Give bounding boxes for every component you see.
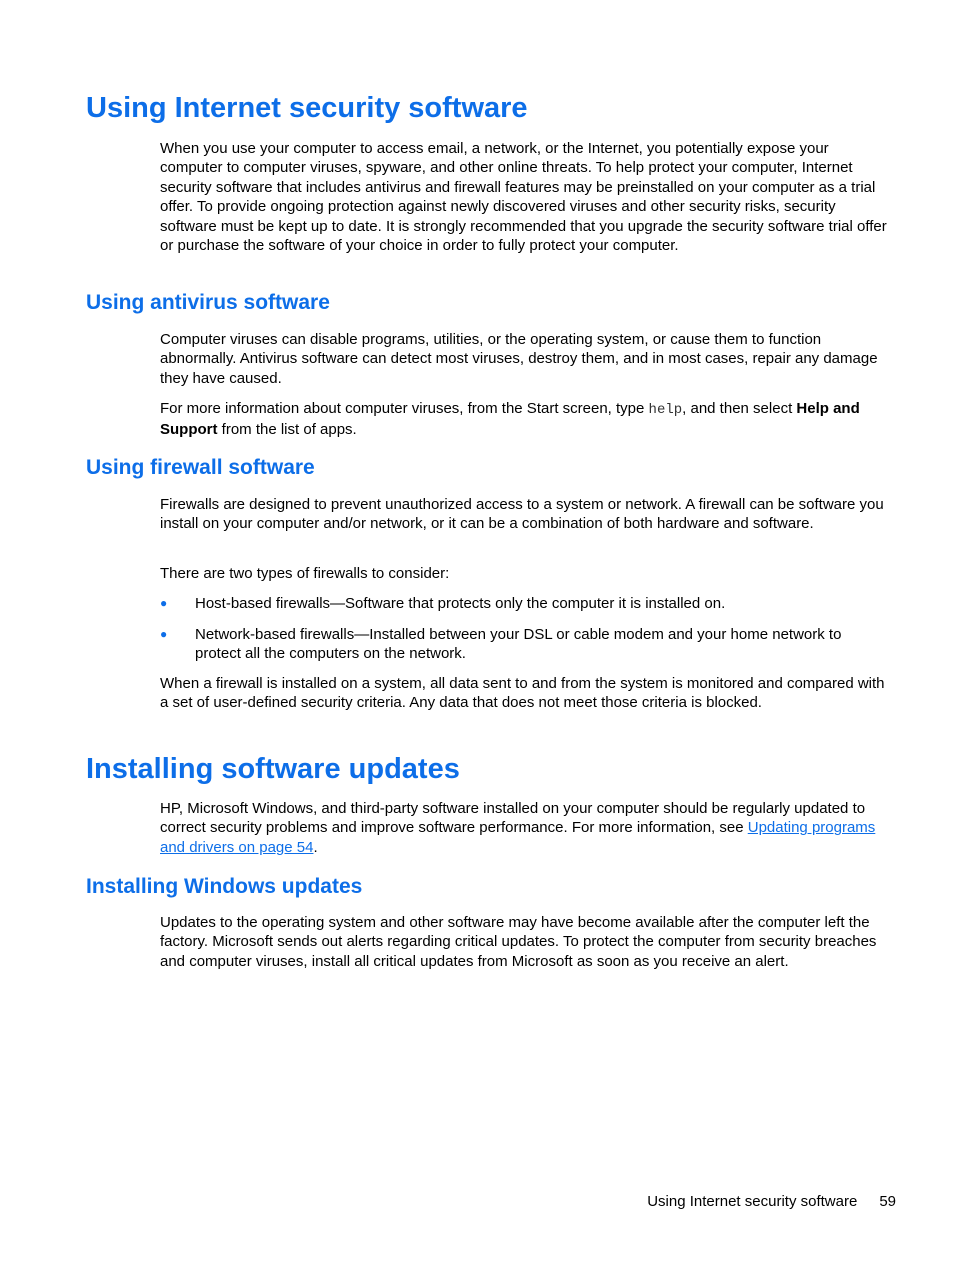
firewall-paragraph-3: When a firewall is installed on a system, all data sent to and from the system is monitored and compared with a set of user-defined security criteria. Any data that does not meet those criteria is blocked. [160,675,885,712]
antivirus-paragraph-2: For more information about computer viruses, from the Start screen, type help, and then select Help and Support from the list of apps. [160,400,860,439]
antivirus-paragraph-1: Computer viruses can disable programs, utilities, or the operating system, or cause them to function abnormally. Antivirus software can detect most viruses, destroy them, and in most cases, repair any damage they have caused. [160,331,878,387]
page-footer [647,1192,896,1211]
help-and-support-label: Help and Support [160,400,860,439]
updating-programs-link[interactable]: Updating programs and drivers on page 54 [160,819,876,856]
updates-heading: Installing software updates [86,753,460,785]
firewall-paragraph-2: There are two types of firewalls to consider: [160,565,450,582]
bullet-icon: ● [160,627,168,641]
list-item-text: Network-based firewalls—Installed between your DSL or cable modem and your home network to protect all the computers on the network. [195,626,842,663]
firewall-paragraph-1: Firewalls are designed to prevent unauthorized access to a system or network. A firewall can be software you install on your computer and/or network, or it can be a combination of both hardware and software. [160,496,884,533]
footer-section-title: Using Internet security software [647,1193,858,1210]
list-item-text: Host-based firewalls—Software that protects only the computer it is installed on. [195,595,726,612]
list-item [160,625,890,664]
intro-paragraph: When you use your computer to access email, a network, or the Internet, you potentially expose your computer to computer viruses, spyware, and other online threats. To help protect your computer, Internet security software that includes antivirus and firewall features may be preinstalled on your computer as a trial offer. To provide ongoing protection against newly discovered viruses and other security risks, security software must be kept up to date. It is strongly recommended that you upgrade the security software trial offer or purchase the software of your choice in order to fully protect your computer. [160,140,887,255]
windows-updates-paragraph: Updates to the operating system and other software may have become available after the computer left the factory. Microsoft sends out alerts regarding critical updates. To protect the computer from security breaches and computer viruses, install all critical updates from Microsoft as soon as you receive an alert. [160,914,877,970]
help-command: help [648,402,683,418]
page-title: Using Internet security software [86,92,528,124]
windows-updates-heading: Installing Windows updates [86,875,363,898]
page-number: 59 [879,1193,896,1210]
antivirus-heading: Using antivirus software [86,291,330,314]
firewall-heading: Using firewall software [86,456,315,479]
list-item [160,594,890,613]
bullet-icon: ● [160,596,168,610]
updates-paragraph: HP, Microsoft Windows, and third-party software installed on your computer should be regularly updated to correct security problems and improve software performance. For more information, see Updating programs and drivers on page 54. [160,800,876,856]
